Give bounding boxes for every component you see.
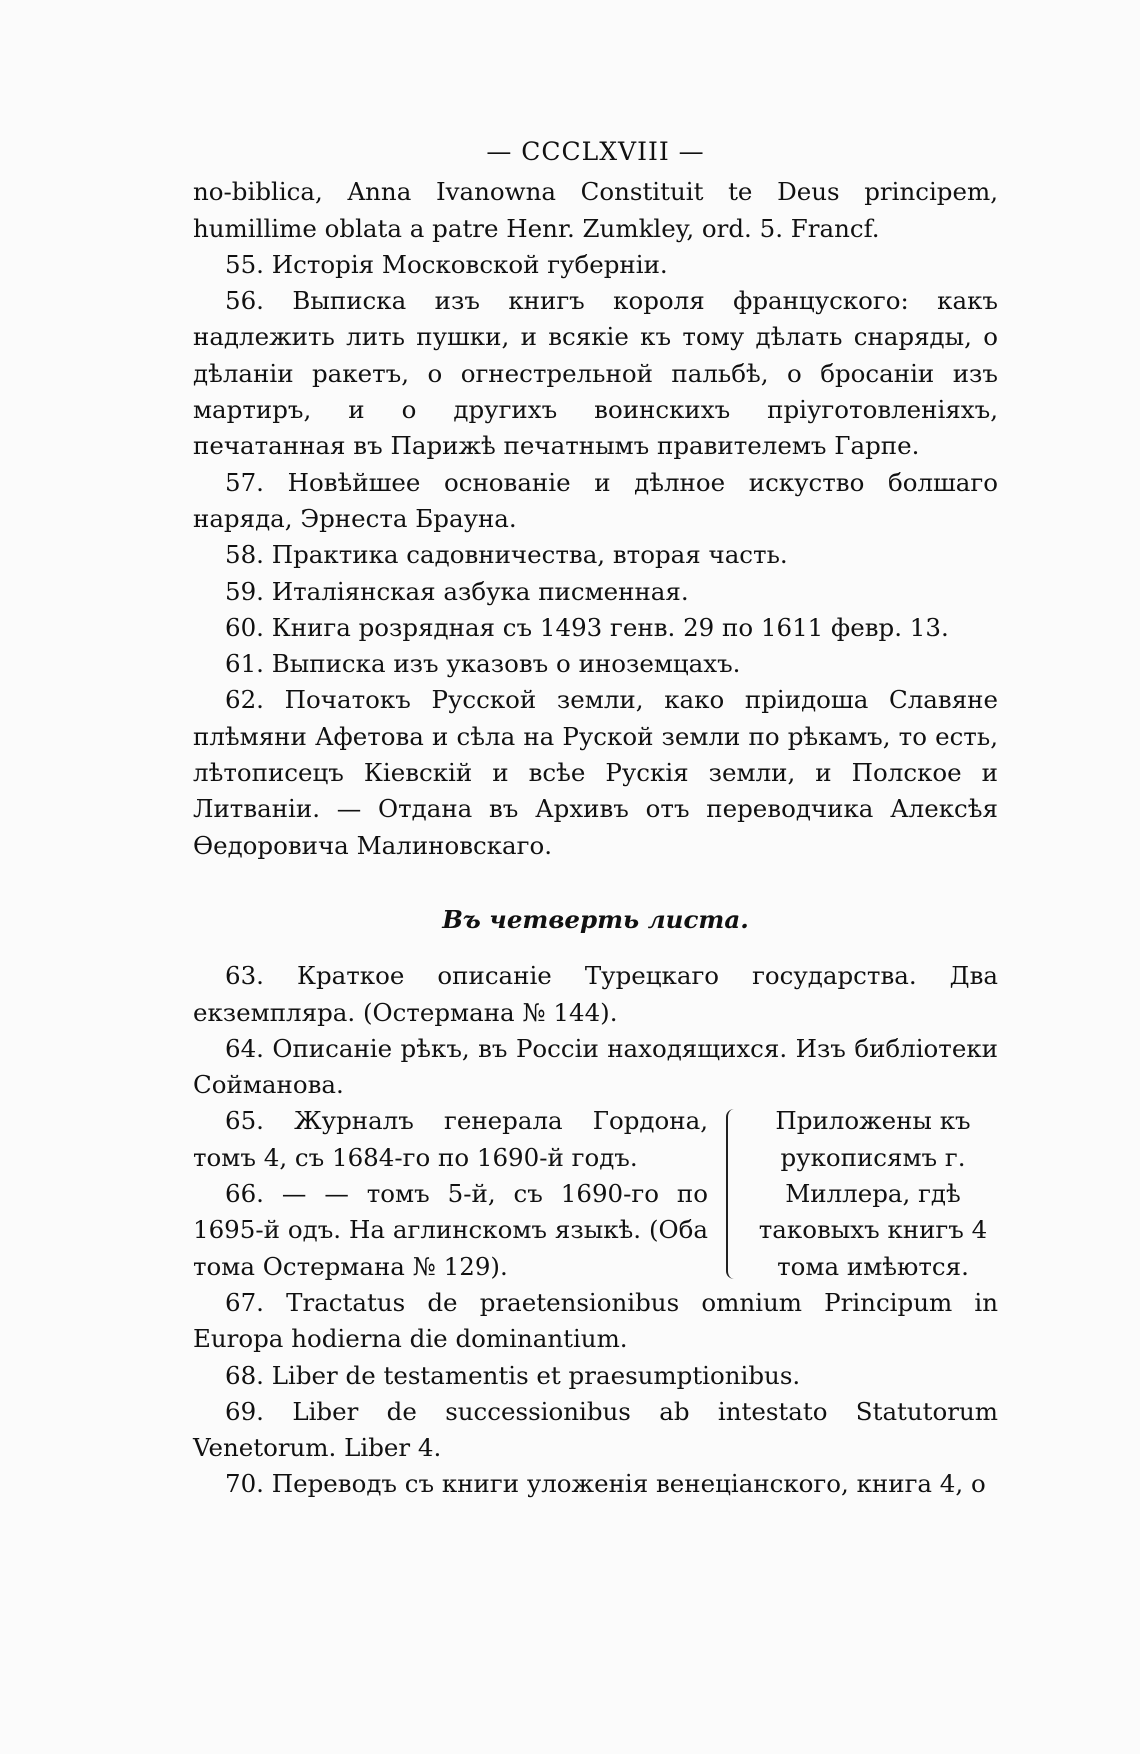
entry-59: 59. Италіянская азбука писменная. bbox=[225, 576, 689, 606]
entry-67: 67. Tractatus de praetensionibus omnium Principum in Europa hodierna die dominantium. bbox=[193, 1287, 998, 1354]
bracketed-entries bbox=[193, 1103, 998, 1284]
entry-66: 66. — — томъ 5-й, съ 1690-го по 1695-й одъ. На аглинскомъ языкѣ. (Оба тома Остермана № 129). bbox=[193, 1179, 708, 1281]
entry-60: 60. Книга розрядная съ 1493 генв. 29 по 1611 февр. 13. bbox=[225, 612, 949, 642]
entry-55: 55. Исторія Московской губерніи. bbox=[225, 249, 668, 279]
intro-paragraph: no-biblica, Anna Ivanowna Constituit te Deus principem, humillime oblata a patre Henr. Zumkley, ord. 5. Francf. bbox=[193, 177, 998, 243]
entry-61: 61. Выписка изъ указовъ о иноземцахъ. bbox=[225, 649, 741, 679]
page-header: — CCCLXVIII — bbox=[486, 137, 705, 166]
section-title: Въ четверть листа. bbox=[442, 904, 749, 934]
entry-69: 69. Liber de successionibus ab intestato Statutorum Venetorum. Liber 4. bbox=[193, 1396, 998, 1463]
entry-65: 65. Журналъ генерала Гордона, томъ 4, съ 1684-го по 1690-й годъ. bbox=[193, 1106, 708, 1172]
entry-57: 57. Новѣйшее основаніе и дѣлное искуство болшаго наряда, Эрнеста Брауна. bbox=[193, 467, 998, 533]
entry-63: 63. Краткое описаніе Турецкаго государства. Два екземпляра. (Остермана № 144). bbox=[193, 961, 998, 1027]
entry-68: 68. Liber de testamentis et praesumptionibus. bbox=[225, 1360, 801, 1390]
text-block bbox=[193, 134, 998, 1503]
bracket-note: Приложены къ рукописямъ г. Миллера, гдѣ таковыхъ книгъ 4 тома имѣются. bbox=[758, 1106, 988, 1281]
entry-62: 62. Початокъ Русской земли, како пріидоша Славяне плѣмяни Афетова и сѣла на Руской земли по рѣкамъ, то есть, лѣтописецъ Кіевскій и всѣе Рускія земли, и Полское и Литваніи. — Отдана въ Архивъ отъ переводчика Алексѣя Өедоровича Малиновскаго. bbox=[193, 685, 998, 860]
entry-70: 70. Переводъ съ книги уложенія венеціанского, книга 4, о bbox=[225, 1469, 986, 1499]
bracketed-left bbox=[193, 1103, 726, 1284]
entry-56: 56. Выписка изъ книгъ короля француского: какъ надлежить лить пушки, и всякіе къ тому дѣлать снаряды, о дѣланіи ракетъ, о огнестрельной пальбѣ, о бросаніи изъ мартиръ, и о другихъ воинскихъ пріуготовленіяхъ, печатанная въ Парижѣ печатнымъ правителемъ Гарпе. bbox=[193, 286, 998, 461]
brace-divider bbox=[726, 1109, 742, 1278]
entry-58: 58. Практика садовничества, вторая часть. bbox=[225, 540, 788, 570]
entry-64: 64. Описаніе рѣкъ, въ Россіи находящихся. Изъ библіотеки Сойманова. bbox=[193, 1033, 998, 1100]
